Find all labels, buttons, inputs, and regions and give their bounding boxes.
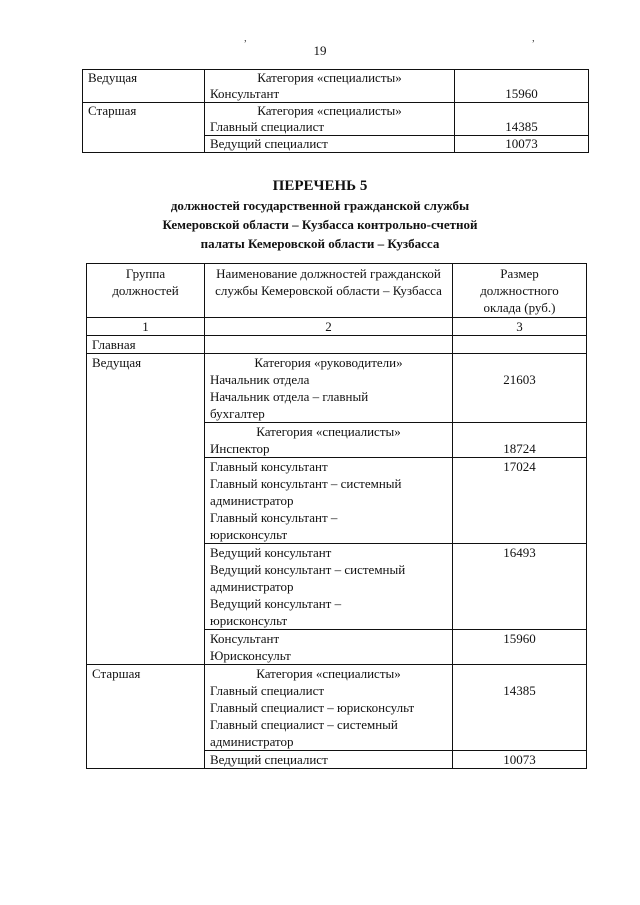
- table-row: [83, 103, 589, 136]
- position-cell: [205, 70, 455, 103]
- table-row: [87, 336, 587, 354]
- scan-mark-right: ,: [532, 32, 535, 44]
- column-number: 1: [87, 318, 205, 336]
- group-cell: Главная: [87, 336, 205, 354]
- position-name: юрисконсульт: [210, 613, 288, 628]
- position-cell: [205, 630, 453, 665]
- salary-cell: 15960: [455, 70, 589, 103]
- position-name: Главный специалист: [210, 119, 325, 134]
- position-name: юрисконсульт: [210, 527, 288, 542]
- position-cell: Ведущий специалист: [205, 136, 455, 153]
- position-cell: [205, 103, 455, 136]
- header-salary: Размер должностного оклада (руб.): [453, 264, 587, 318]
- position-name: Ведущий консультант –: [210, 596, 342, 611]
- position-cell: Ведущий специалист: [205, 751, 453, 769]
- category-label: Категория «руководители»: [254, 355, 403, 370]
- position-name: бухгалтер: [210, 406, 265, 421]
- position-name: Консультант: [210, 631, 280, 646]
- salary-cell: 15960: [453, 630, 587, 665]
- table-row: [87, 665, 587, 751]
- position-name: администратор: [210, 579, 294, 594]
- list-title-line: Кемеровской области – Кузбасса контрольно-счетной: [162, 217, 478, 232]
- position-name: администратор: [210, 734, 294, 749]
- salary-cell: 14385: [455, 103, 589, 136]
- position-cell: [205, 423, 453, 458]
- position-name: Ведущий консультант – системный: [210, 562, 406, 577]
- category-label: Категория «специалисты»: [256, 424, 401, 439]
- position-name: Юрисконсульт: [210, 648, 291, 663]
- table-row: [87, 354, 587, 423]
- column-number-row: [87, 318, 587, 336]
- group-cell: Ведущая: [83, 70, 205, 103]
- group-cell: Старшая: [87, 665, 205, 769]
- list-title-number: ПЕРЕЧЕНЬ 5: [272, 178, 368, 194]
- list-title-line: должностей государственной гражданской службы: [170, 198, 470, 213]
- scan-mark-left: ,: [244, 32, 247, 44]
- salary-cell: 17024: [453, 458, 587, 544]
- continued-salary-table: [82, 69, 589, 153]
- list-title: [0, 177, 640, 253]
- header-position: Наименование должностей гражданской службы Кемеровской области – Кузбасса: [205, 264, 453, 318]
- salary-cell: 10073: [455, 136, 589, 153]
- position-name: Начальник отдела: [210, 372, 310, 387]
- column-number: 3: [453, 318, 587, 336]
- position-name: Главный консультант – системный: [210, 476, 402, 491]
- position-cell: [205, 544, 453, 630]
- position-name: Инспектор: [210, 441, 270, 456]
- position-name: Главный специалист: [210, 683, 325, 698]
- position-cell: [205, 458, 453, 544]
- salary-cell: 14385: [453, 665, 587, 751]
- position-cell: [205, 336, 453, 354]
- category-label: Категория «специалисты»: [256, 666, 401, 681]
- category-label: Категория «специалисты»: [257, 103, 402, 118]
- list-title-line: палаты Кемеровской области – Кузбасса: [200, 236, 440, 251]
- column-number: 2: [205, 318, 453, 336]
- salary-table: [86, 263, 587, 769]
- position-cell: [205, 354, 453, 423]
- salary-cell: 16493: [453, 544, 587, 630]
- category-label: Категория «специалисты»: [257, 70, 402, 85]
- position-name: Консультант: [210, 86, 280, 101]
- salary-cell: 21603: [453, 354, 587, 423]
- position-name: Начальник отдела – главный: [210, 389, 369, 404]
- position-name: Главный консультант –: [210, 510, 338, 525]
- salary-cell: [453, 336, 587, 354]
- position-name: администратор: [210, 493, 294, 508]
- position-name: Ведущий консультант: [210, 545, 332, 560]
- salary-cell: 18724: [453, 423, 587, 458]
- table-row: [83, 70, 589, 103]
- group-cell: Ведущая: [87, 354, 205, 665]
- table-header-row: [87, 264, 587, 318]
- salary-cell: 10073: [453, 751, 587, 769]
- group-cell: Старшая: [83, 103, 205, 153]
- header-group: Группа должностей: [87, 264, 205, 318]
- position-name: Главный консультант: [210, 459, 328, 474]
- position-name: Главный специалист – системный: [210, 717, 398, 732]
- page-number: 19: [313, 43, 327, 58]
- position-name: Главный специалист – юрисконсульт: [210, 700, 415, 715]
- position-cell: [205, 665, 453, 751]
